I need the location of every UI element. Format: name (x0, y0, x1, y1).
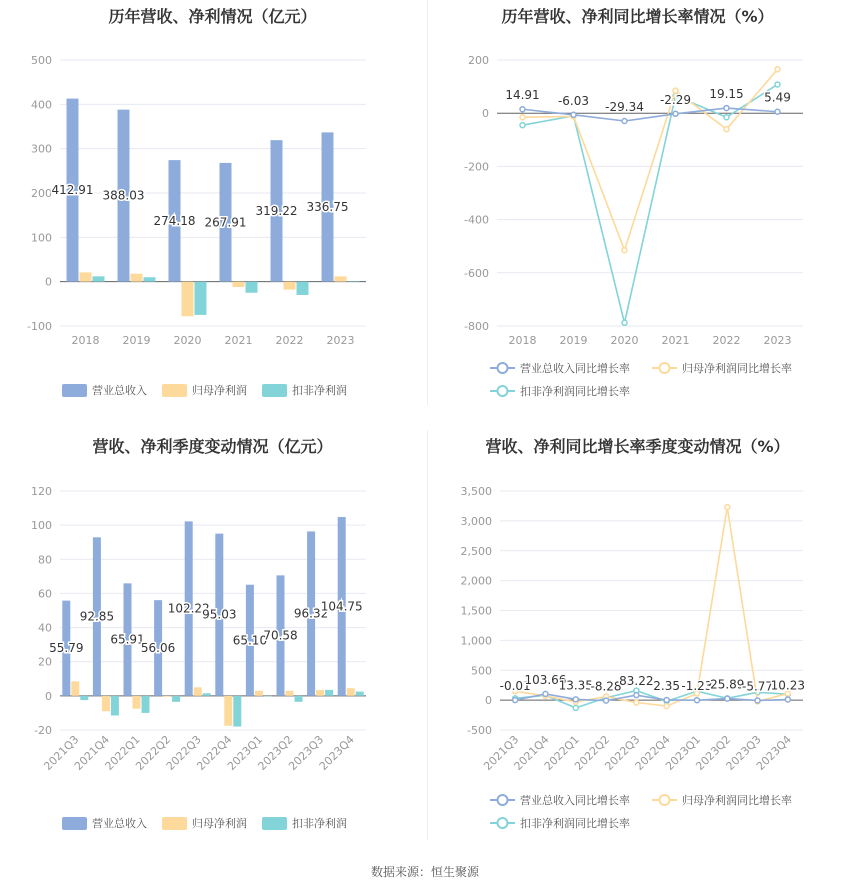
x-tick-label: 2023Q4 (753, 732, 794, 773)
data-point (694, 698, 699, 703)
bar (325, 690, 333, 696)
bar (131, 274, 143, 282)
legend-marker (498, 795, 508, 805)
y-tick-label: 0 (45, 689, 52, 703)
bar (80, 272, 92, 281)
chart-svg (0, 0, 425, 410)
x-tick-label: 2022Q3 (602, 732, 643, 773)
bar (297, 282, 309, 295)
data-point (634, 700, 639, 705)
data-label: 95.03 (202, 607, 237, 622)
x-tick-label: 2022Q1 (541, 732, 582, 773)
data-source-note: 数据来源：恒生聚源 (370, 865, 479, 879)
x-tick-label: 2021 (224, 334, 253, 347)
bar (80, 696, 88, 700)
data-point (622, 320, 627, 325)
data-label: 412.91 (51, 183, 94, 198)
data-label: 92.85 (79, 609, 115, 624)
y-tick-label: 2,000 (460, 574, 492, 588)
bar (246, 282, 258, 293)
y-tick-label: -600 (464, 266, 489, 280)
chart-title: 历年营收、净利情况（亿元） (108, 7, 317, 26)
data-label: 102.22 (167, 601, 210, 616)
data-label: 55.79 (49, 641, 84, 656)
data-label: -6.03 (557, 93, 590, 108)
bar (194, 687, 202, 696)
x-tick-label: 2023 (763, 334, 792, 347)
x-tick-label: 2022Q3 (163, 732, 204, 773)
data-point (520, 115, 525, 120)
y-tick-label: 200 (468, 54, 489, 67)
x-tick-label: 2023Q1 (663, 732, 704, 773)
y-tick-label: 100 (31, 231, 52, 245)
legend-label: 营业总收入 (92, 384, 147, 397)
x-tick-label: 2019 (559, 334, 588, 347)
x-tick-label: 2019 (122, 334, 151, 347)
series-line (523, 84, 778, 322)
legend-marker (498, 386, 508, 396)
legend-label: 归母净利润 (192, 817, 247, 830)
y-tick-label: 20 (38, 655, 52, 669)
legend-label: 归母净利润 (192, 384, 247, 397)
x-tick-label: 2020 (610, 334, 639, 347)
data-point (785, 697, 790, 702)
data-point (724, 106, 729, 111)
x-tick-label: 2022Q4 (194, 732, 235, 773)
bar (111, 696, 119, 716)
bar (284, 282, 296, 290)
bar (182, 282, 194, 317)
x-tick-label: 2023Q2 (693, 732, 734, 773)
chart-title: 营收、净利季度变动情况（亿元） (92, 437, 333, 456)
bar (286, 691, 294, 696)
data-label: 13.35 (558, 678, 593, 693)
bar (316, 690, 324, 696)
legend-swatch (162, 817, 187, 830)
x-tick-label: 2022Q1 (102, 732, 143, 773)
chart-svg (425, 0, 850, 410)
data-point (634, 693, 639, 698)
data-label: 56.06 (140, 641, 176, 656)
data-point (573, 705, 578, 710)
data-point (571, 112, 576, 117)
bar (233, 282, 245, 287)
bar (195, 282, 207, 315)
data-label: 104.75 (320, 599, 363, 614)
bar (133, 696, 141, 709)
legend-swatch (62, 817, 87, 830)
annual-revenue-profit-chart (0, 0, 425, 410)
x-tick-label: 2022 (275, 334, 304, 347)
y-tick-label: -400 (464, 213, 489, 227)
x-tick-label: 2023Q3 (723, 732, 764, 773)
data-point (724, 127, 729, 132)
y-tick-label: 0 (45, 275, 52, 289)
data-label: 65.91 (110, 632, 145, 647)
data-point (775, 82, 780, 87)
y-tick-label: 300 (31, 142, 52, 156)
y-tick-label: 0 (485, 694, 492, 708)
data-label: -2.29 (659, 92, 692, 107)
y-tick-label: 0 (482, 107, 489, 121)
y-tick-label: 100 (31, 519, 52, 533)
data-point (622, 119, 627, 124)
bar (142, 696, 150, 713)
x-tick-label: 2023 (326, 334, 355, 347)
data-label: 336.75 (306, 200, 349, 215)
y-tick-label: 40 (38, 621, 52, 635)
y-tick-label: 80 (38, 553, 52, 567)
x-tick-label: 2022Q2 (572, 732, 613, 773)
data-point (664, 704, 669, 709)
y-tick-label: 3,500 (460, 485, 492, 498)
x-tick-label: 2021Q4 (511, 732, 552, 773)
x-tick-label: 2018 (508, 334, 537, 347)
x-tick-label: 2022Q2 (133, 732, 174, 773)
data-label: 70.58 (263, 628, 298, 643)
x-tick-label: 2018 (71, 334, 100, 347)
x-tick-label: 2021Q3 (481, 732, 522, 773)
legend-label: 营业总收入同比增长率 (520, 794, 630, 807)
data-point (520, 123, 525, 128)
x-tick-label: 2023Q1 (224, 732, 266, 773)
chart-title: 历年营收、净利同比增长率情况（%） (501, 7, 774, 26)
y-tick-label: 400 (31, 98, 52, 112)
data-point (725, 505, 730, 510)
data-label: 103.66 (524, 672, 567, 687)
bar (102, 696, 110, 711)
bar (144, 277, 156, 281)
data-point (513, 698, 518, 703)
legend-swatch (262, 817, 287, 830)
y-tick-label: -800 (464, 320, 489, 333)
data-label: 5.49 (764, 90, 791, 105)
legend-label: 扣非净利润同比增长率 (520, 385, 630, 398)
y-tick-label: -100 (27, 320, 52, 333)
y-tick-label: 500 (31, 54, 52, 67)
data-label: 83.22 (619, 674, 654, 689)
y-tick-label: 1,500 (460, 604, 492, 618)
bar (347, 688, 355, 696)
data-point (725, 696, 730, 701)
x-tick-label: 2021 (661, 334, 690, 347)
bar (255, 691, 263, 696)
x-tick-label: 2023Q4 (316, 732, 357, 773)
legend-swatch (62, 384, 87, 397)
data-label: 274.18 (153, 213, 196, 228)
x-tick-label: 2022 (712, 334, 741, 347)
data-label: -29.34 (605, 100, 644, 115)
data-point (755, 698, 760, 703)
bar (335, 276, 347, 281)
bar (172, 696, 180, 702)
legend-label: 归母净利润同比增长率 (682, 794, 792, 807)
legend-label: 扣非净利润 (292, 384, 347, 397)
data-point (520, 107, 525, 112)
bar (71, 681, 79, 696)
legend-label: 扣非净利润同比增长率 (520, 817, 630, 830)
x-tick-label: 2021Q3 (41, 732, 82, 773)
data-label: -5.77 (742, 679, 774, 694)
bar (233, 696, 241, 727)
data-label: 319.22 (255, 203, 298, 218)
legend-marker (660, 363, 670, 373)
quarterly-growth-chart (425, 428, 850, 848)
data-label: -1.23 (681, 679, 713, 694)
data-label: 10.23 (770, 678, 806, 693)
y-tick-label: 500 (471, 664, 492, 678)
data-point (673, 111, 678, 116)
legend-label: 扣非净利润 (292, 817, 347, 830)
data-label: 388.03 (102, 188, 145, 203)
data-label: 2.35 (653, 678, 681, 693)
bar (356, 692, 364, 696)
quarterly-revenue-profit-chart (0, 428, 425, 848)
data-label: 267.91 (204, 215, 247, 230)
data-point (775, 109, 780, 114)
data-label: -8.28 (590, 679, 622, 694)
y-tick-label: -500 (467, 724, 492, 737)
bar (93, 276, 105, 281)
y-tick-label: 1,000 (460, 634, 492, 648)
x-tick-label: 2021Q4 (71, 732, 113, 773)
data-point (604, 698, 609, 703)
bar (348, 281, 360, 282)
data-point (573, 697, 578, 702)
data-label: 65.10 (232, 633, 268, 648)
data-point (622, 248, 627, 253)
data-point (664, 697, 669, 702)
y-tick-label: 200 (31, 187, 52, 200)
data-point (724, 115, 729, 120)
bar (295, 696, 303, 702)
data-point (543, 691, 548, 696)
legend-swatch (262, 384, 287, 397)
legend-marker (660, 795, 670, 805)
data-label: 14.91 (505, 88, 540, 103)
bar (224, 696, 232, 726)
data-label: 25.89 (710, 677, 745, 692)
y-tick-label: 2,500 (460, 544, 492, 558)
x-tick-label: 2023Q2 (255, 732, 296, 773)
legend-label: 营业总收入 (92, 817, 147, 830)
data-label: -0.01 (499, 679, 531, 694)
legend-marker (498, 363, 508, 373)
y-tick-label: 60 (38, 587, 52, 601)
bar (163, 696, 171, 697)
legend-marker (498, 818, 508, 828)
bar (203, 693, 211, 696)
chart-svg (425, 428, 850, 848)
x-tick-label: 2020 (173, 334, 202, 347)
data-label: 19.15 (709, 87, 744, 102)
bar (264, 696, 272, 697)
x-tick-label: 2023Q3 (286, 732, 327, 773)
x-tick-label: 2022Q4 (632, 732, 673, 773)
y-tick-label: -20 (34, 724, 52, 737)
annual-growth-chart (425, 0, 850, 410)
data-point (775, 67, 780, 72)
legend-swatch (162, 384, 187, 397)
legend-label: 营业总收入同比增长率 (520, 362, 630, 375)
legend-label: 归母净利润同比增长率 (682, 362, 792, 375)
data-label: 96.32 (293, 606, 329, 621)
y-tick-label: 120 (31, 485, 52, 498)
y-tick-label: -200 (464, 160, 489, 174)
y-tick-label: 3,000 (460, 514, 492, 528)
chart-title: 营收、净利同比增长率季度变动情况（%） (485, 437, 790, 456)
chart-svg (0, 428, 425, 848)
